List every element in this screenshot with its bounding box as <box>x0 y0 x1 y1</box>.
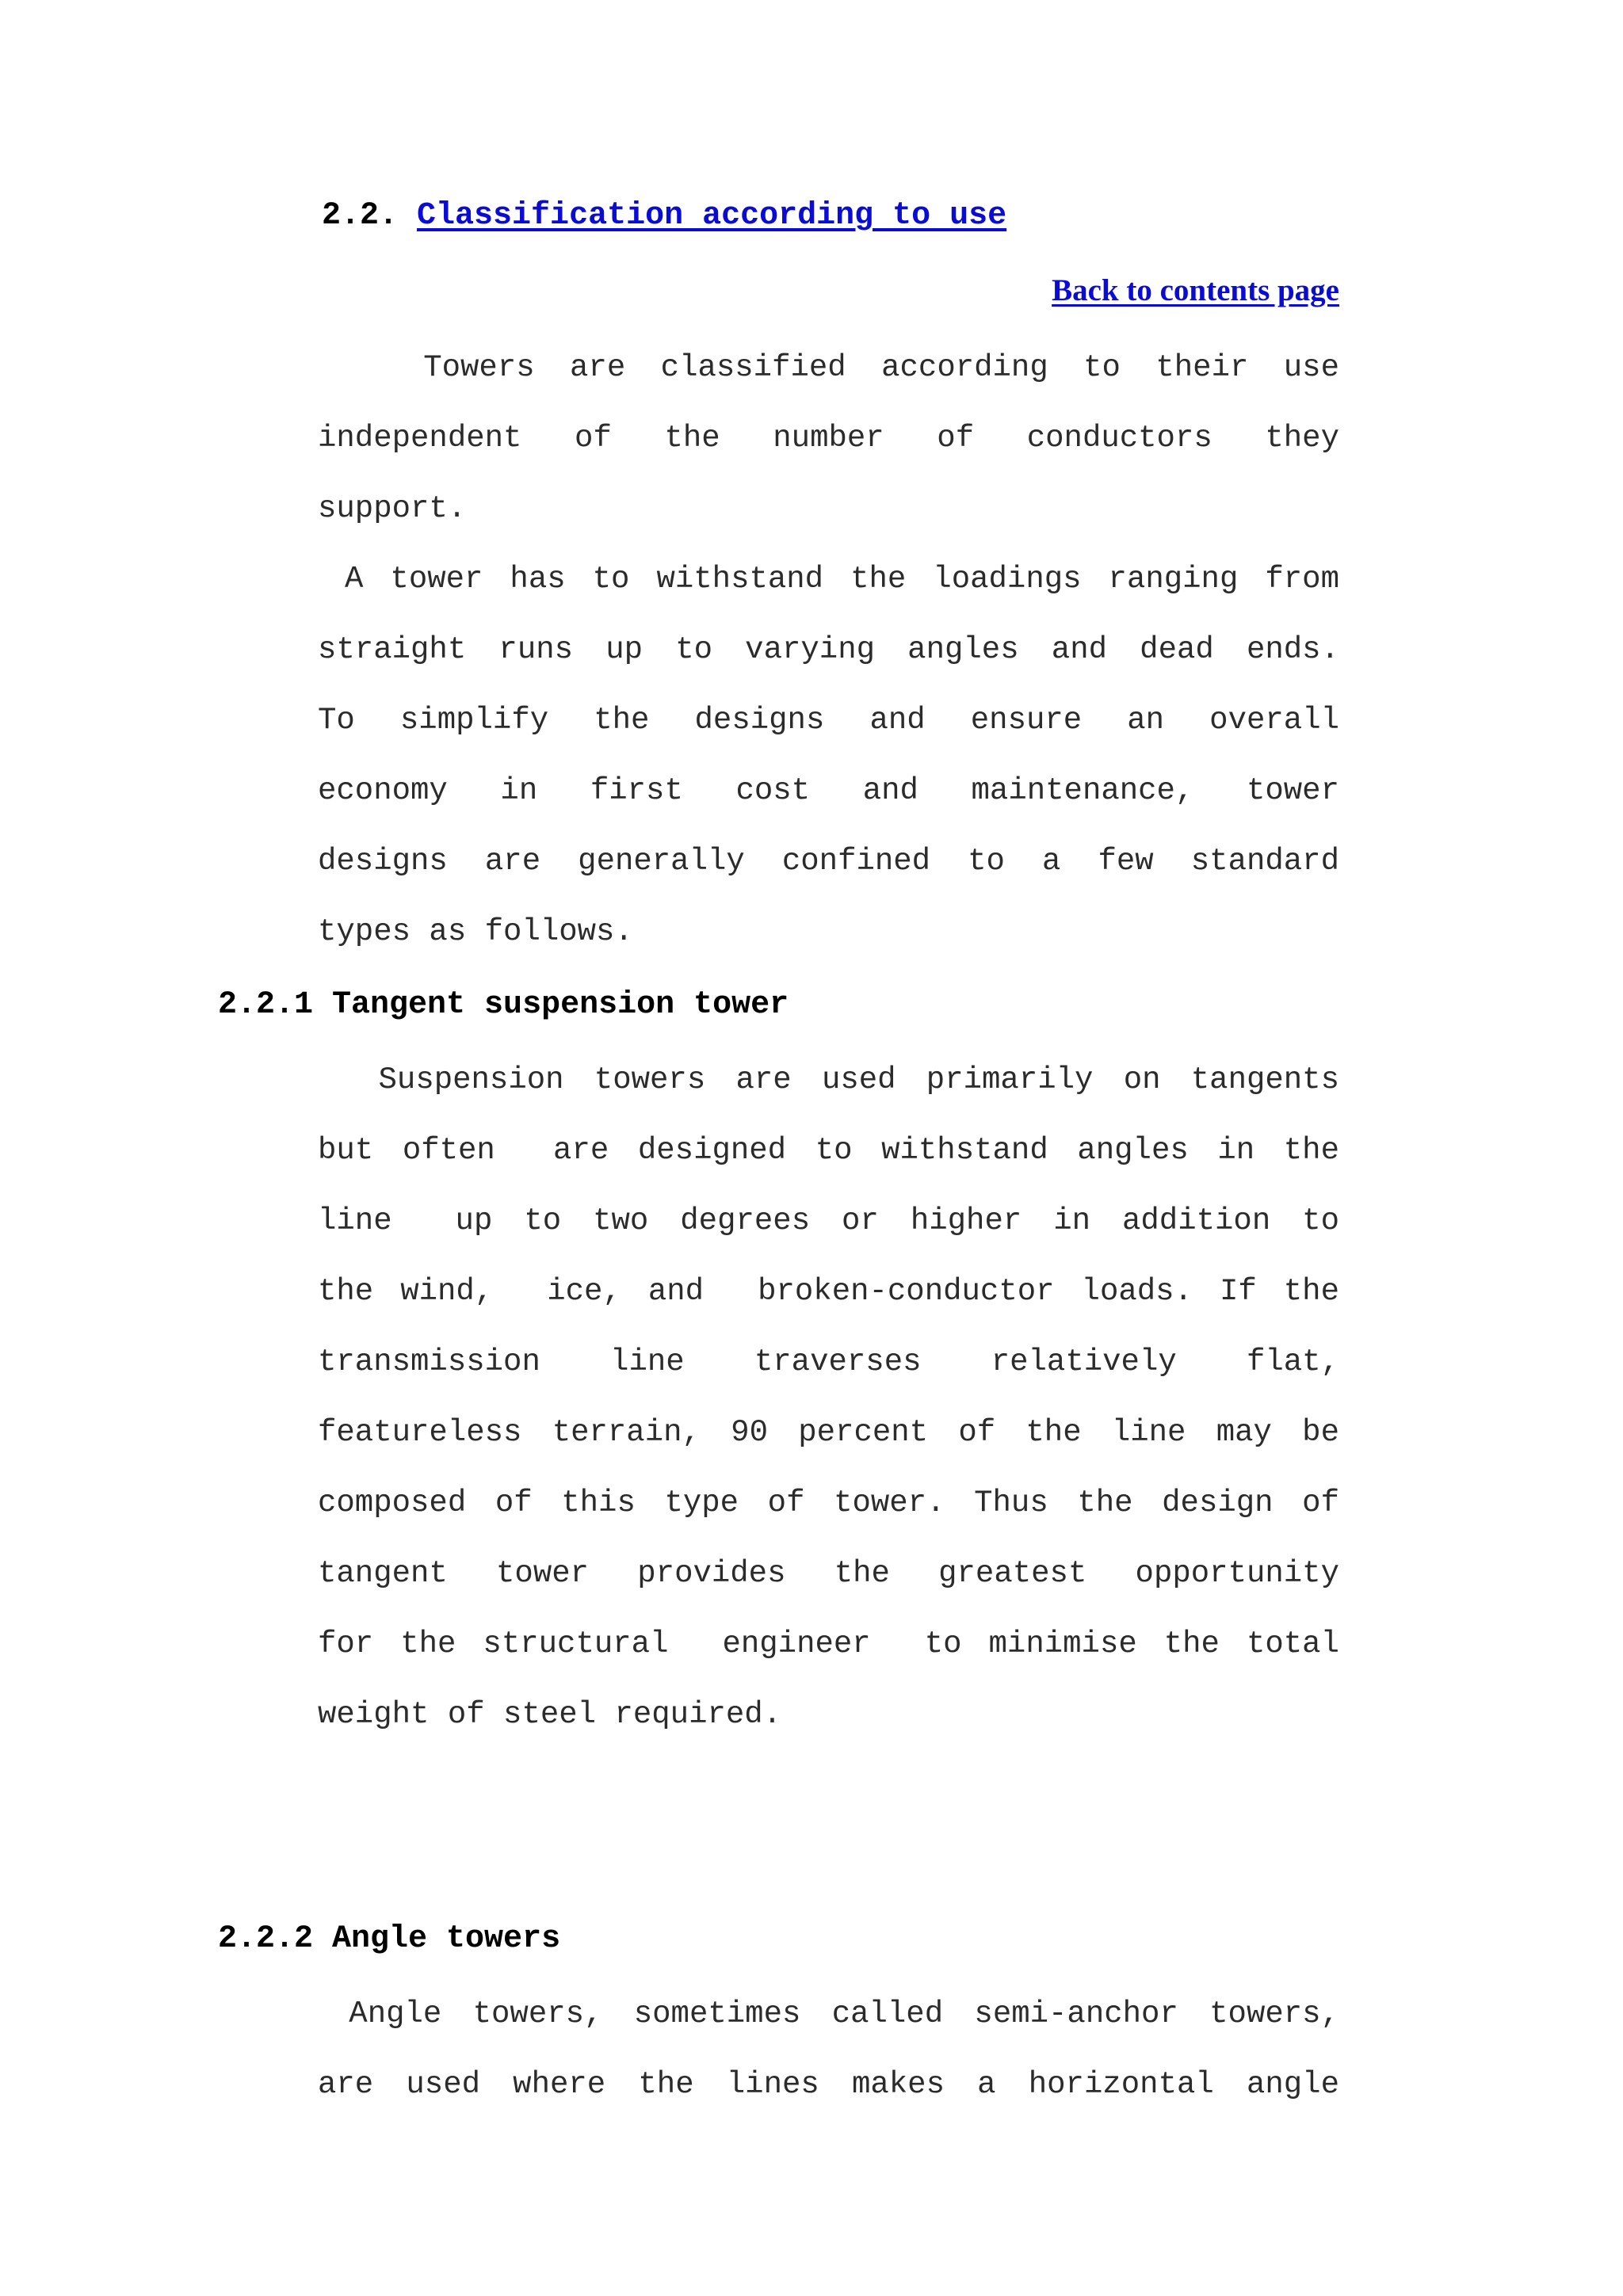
tangent-line-6: featureless terrain, 90 percent of the line may be <box>318 1415 1339 1450</box>
tangent-line-7: composed of this type of tower. Thus the design of <box>318 1486 1339 1520</box>
intro-line-4: A tower has to withstand the loadings ranging from <box>318 562 1339 597</box>
subsection-heading-tangent: 2.2.1 Tangent suspension tower <box>218 987 789 1023</box>
angle-line-2: are used where the lines makes a horizontal angle <box>318 2067 1339 2102</box>
tangent-line-1: Suspension towers are used primarily on tangents <box>318 1062 1339 1097</box>
tangent-line-2: but often are designed to withstand angles in the <box>318 1133 1339 1168</box>
intro-line-1: Towers are classified according to their use <box>318 350 1339 385</box>
intro-line-9: types as follows. <box>318 914 633 949</box>
subsection-heading-angle: 2.2.2 Angle towers <box>218 1921 561 1957</box>
intro-line-8: designs are generally confined to a few standard <box>318 844 1339 879</box>
intro-line-2: independent of the number of conductors they <box>318 421 1339 456</box>
intro-line-6: To simplify the designs and ensure an overall <box>318 703 1339 738</box>
tangent-line-10: weight of steel required. <box>318 1697 782 1732</box>
tangent-line-8: tangent tower provides the greatest opportunity <box>318 1556 1339 1591</box>
back-to-contents-link[interactable]: Back to contents page <box>1052 273 1339 307</box>
angle-line-1: Angle towers, sometimes called semi-anchor towers, <box>318 1997 1339 2031</box>
section-title-link[interactable]: Classification according to use <box>417 198 1007 234</box>
tangent-line-4: the wind, ice, and broken-conductor loads. If the <box>318 1274 1339 1309</box>
tangent-line-3: line up to two degrees or higher in addition to <box>318 1203 1339 1238</box>
section-number: 2.2. <box>322 198 399 234</box>
intro-line-3: support. <box>318 491 467 526</box>
section-heading <box>322 200 1006 232</box>
intro-line-5: straight runs up to varying angles and dead ends. <box>318 632 1339 667</box>
tangent-line-9: for the structural engineer to minimise the total <box>318 1627 1339 1661</box>
intro-line-7: economy in first cost and maintenance, tower <box>318 773 1339 808</box>
tangent-line-5: transmission line traverses relatively flat, <box>318 1344 1339 1379</box>
